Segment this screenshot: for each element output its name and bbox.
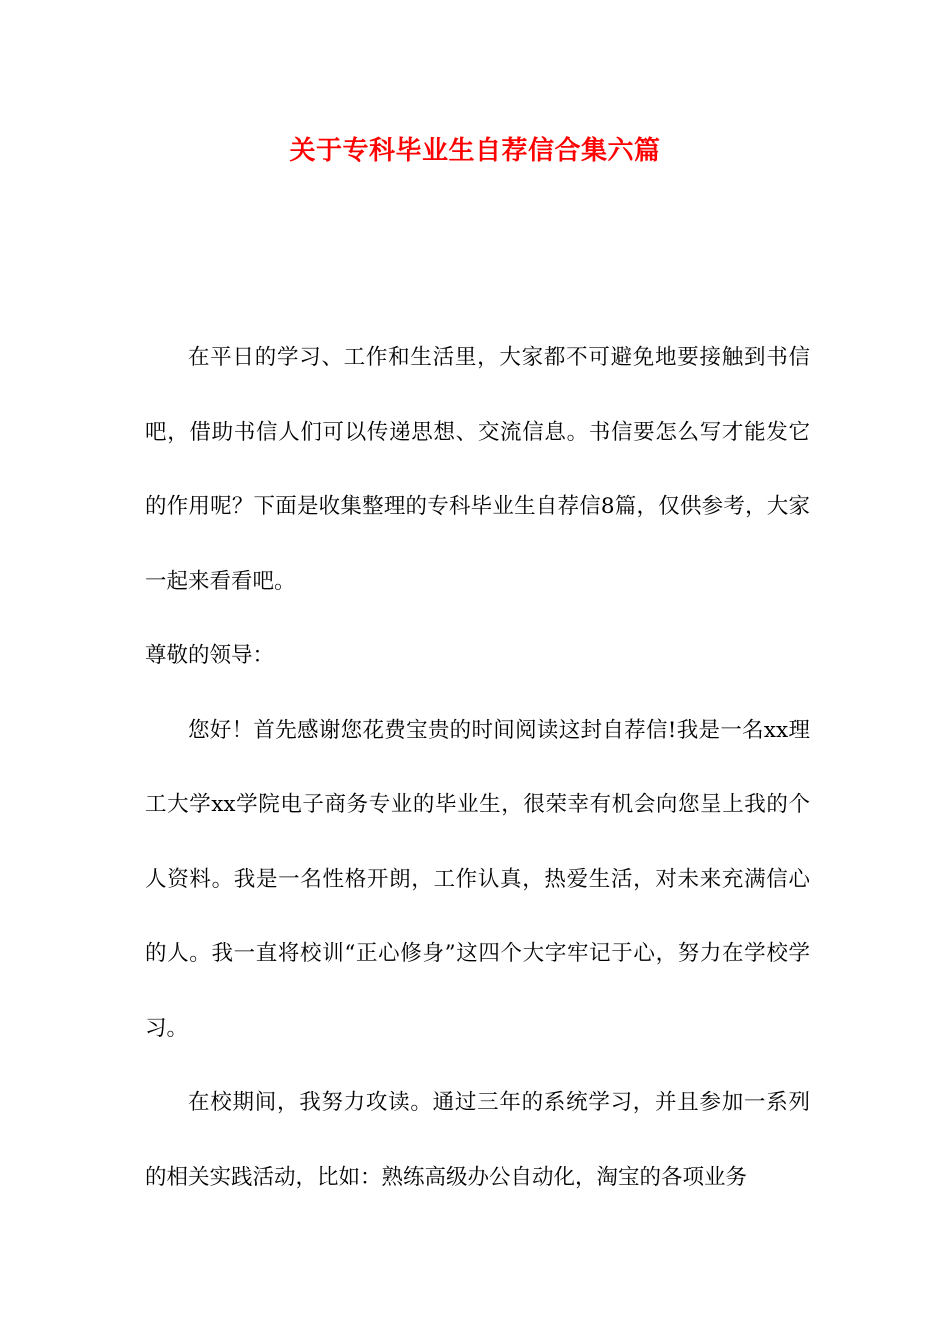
document-body: [145, 321, 810, 1215]
intro-paragraph: 在平日的学习、工作和生活里，大家都不可避免地要接触到书信吧，借助书信人们可以传递思想、交流信息。书信要怎么写才能发它的作用呢？下面是收集整理的专科毕业生自荐信8篇，仅供参考，大家一起来看看吧。: [145, 345, 810, 594]
salutation: 尊敬的领导：: [145, 643, 275, 668]
body-paragraph: 在校期间，我努力攻读。通过三年的系统学习，并且参加一系列的相关实践活动，比如：熟练高级办公自动化，淘宝的各项业务: [145, 1090, 810, 1190]
body-paragraph: 您好！首先感谢您花费宝贵的时间阅读这封自荐信!我是一名xx理工大学xx学院电子商务专业的毕业生，很荣幸有机会向您呈上我的个人资料。我是一名性格开朗，工作认真，热爱生活，对未来充满信心的人。我一直将校训“正心修身”这四个大字牢记于心，努力在学校学习。: [145, 717, 810, 1041]
document-title: 关于专科毕业生自荐信合集六篇: [289, 136, 661, 166]
